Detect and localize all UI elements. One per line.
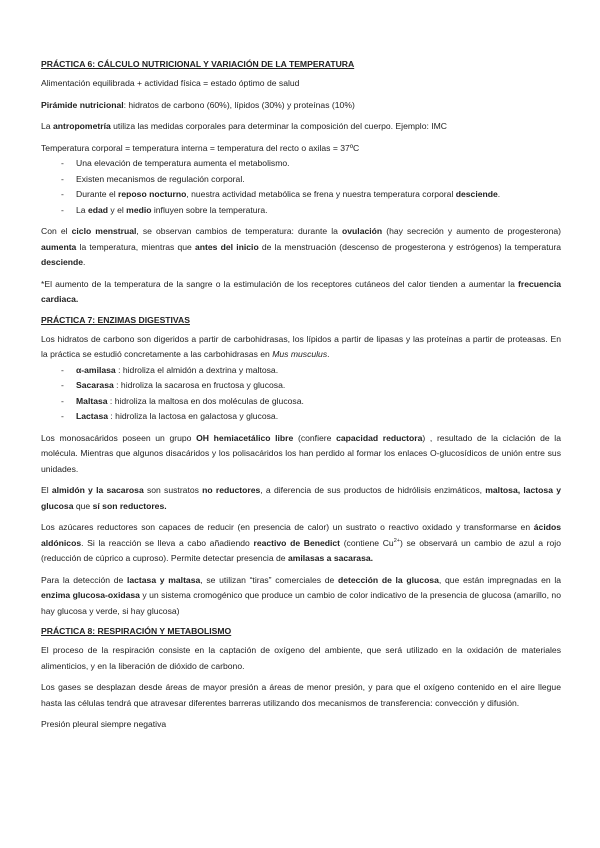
term-bold: reactivo de Benedict: [253, 537, 341, 548]
superscript-charge: 2+: [393, 537, 400, 544]
term-bold: capacidad reductora: [336, 432, 423, 443]
term-bold: almidón y la sacarosa: [51, 485, 144, 495]
text-span: que: [73, 500, 93, 511]
text-span: La: [76, 204, 88, 215]
text-span: : hidroliza la maltosa en dos moléculas de glucosa.: [107, 395, 304, 406]
paragraph-healthy-state: Alimentación equilibrada + actividad física = estado óptimo de salud: [41, 78, 300, 88]
text-span: La: [41, 121, 53, 131]
list-item: [41, 394, 561, 410]
paragraph-anthropometry: [41, 119, 561, 135]
term-antropometria: antropometría: [52, 121, 111, 131]
text-span: de la menstruación (descenso de progesterona y estrógenos) la temperatura: [258, 241, 562, 252]
list-item: [41, 203, 561, 219]
text-span: Durante el: [76, 189, 119, 199]
section-title-practica-8: PRÁCTICA 8: RESPIRACIÓN Y METABOLISMO: [41, 626, 232, 636]
text-span: .: [327, 349, 330, 359]
text-span: y un sistema cromogénico que produce un cambio de color indicativo de la presencia de glucosa (amarillo, no hay glucosa y verde, si hay glucosa): [41, 590, 561, 616]
term-bold: ácidos aldónicos: [41, 522, 561, 548]
paragraph-glucose-detection: [41, 573, 561, 620]
enzyme-bullet-list: [41, 363, 561, 425]
paragraph-heart-rate-note: [41, 277, 561, 308]
text-span: utiliza las medidas corporales para determinar la composición del cuerpo. Ejemplo: IMC: [110, 121, 447, 131]
text-span: y el: [108, 204, 127, 215]
term-bold: frecuencia cardiaca.: [41, 278, 561, 304]
list-item: [41, 363, 561, 379]
text-span: ) se observará un cambio de azul a rojo (reducción de cúprico a cuproso). Permite detectar presencia de: [41, 537, 561, 563]
term-bold: no reductores: [202, 485, 261, 495]
section-title-practica-6: PRÁCTICA 6: CÁLCULO NUTRICIONAL Y VARIACIÓN DE LA TEMPERATURA: [41, 59, 355, 69]
section-title-practica-7: PRÁCTICA 7: ENZIMAS DIGESTIVAS: [41, 314, 190, 325]
term-bold: aumenta: [41, 241, 77, 252]
text-span: Los azúcares reductores son capaces de reducir (en presencia de calor) un sustrato o reactivo oxidado y transformarse en: [41, 522, 534, 532]
document-content: [41, 58, 561, 739]
text-span: Los monosacáridos poseen un grupo: [41, 432, 197, 443]
paragraph-pleural-pressure: Presión pleural siempre negativa: [41, 719, 167, 729]
list-item: - Existen mecanismos de regulación corporal.: [41, 172, 561, 188]
text-span: ) , resultado de la ciclación de la molécula. Mientras que algunos disacáridos y los polisacáridos los han perdido al formar los enlaces O-glucosídicos de unión entre sus unidades.: [41, 432, 561, 474]
temperature-bullet-list: [41, 156, 561, 218]
text-span: , se observan cambios de temperatura: durante la: [136, 226, 343, 236]
list-item: [41, 378, 561, 394]
text-span: (confiere: [293, 432, 337, 443]
term-bold: desciende: [455, 189, 498, 199]
text-span: : hidratos de carbono (60%), lípidos (30%) y proteínas (10%): [123, 99, 355, 110]
term-bold: enzima glucosa-oxidasa: [41, 590, 140, 600]
list-item: [41, 409, 561, 425]
paragraph-reducing-sugars: [41, 520, 561, 567]
term-bold: OH hemiacetálico libre: [196, 432, 294, 443]
term-bold: medio: [126, 204, 152, 215]
text-span: Para la detección de: [41, 574, 127, 585]
text-span: *El aumento de la temperatura de la sangre o la estimulación de los receptores cutáneos del calor tienden a aumentar la: [41, 278, 518, 289]
text-span: : hidroliza la lactosa en galactosa y glucosa.: [108, 411, 279, 421]
term-bold: antes del inicio: [195, 241, 259, 252]
text-span: (contiene Cu: [340, 537, 394, 548]
list-item: [41, 187, 561, 203]
term-bold: ciclo menstrual: [71, 226, 137, 236]
term-bold: sí son reductores.: [92, 500, 167, 511]
text-span: , que están impregnadas en la: [438, 574, 562, 585]
term-bold: Sacarasa: [76, 380, 114, 390]
text-span: : hidroliza el almidón a dextrina y maltosa.: [115, 364, 279, 375]
term-bold: lactasa y maltasa: [126, 574, 201, 585]
term-bold: amilasas a sacarasa.: [287, 553, 374, 563]
text-span: la temperatura, mientras que: [76, 241, 195, 252]
term-bold: ovulación: [342, 226, 383, 236]
term-bold: edad: [87, 204, 109, 215]
paragraph-body-temperature: Temperatura corporal = temperatura interna = temperatura del recto o axilas = 37ºC: [41, 142, 360, 153]
paragraph-carbohydrates-intro: [41, 332, 561, 363]
term-bold: detección de la glucosa: [338, 574, 439, 585]
text-span: .: [497, 189, 501, 199]
text-span: (hay secreción y aumento de progesterona): [382, 226, 561, 236]
paragraph-nutrition-pyramid: [41, 98, 561, 114]
text-span: influyen sobre la temperatura.: [151, 204, 268, 215]
term-bold: α-amilasa: [76, 364, 116, 375]
text-span: , a diferencia de sus productos de hidrólisis enzimáticos,: [260, 485, 486, 495]
text-span: , se utilizan “tiras” comerciales de: [200, 574, 339, 585]
text-span: son sustratos: [143, 485, 203, 495]
text-span: Con el: [41, 226, 72, 236]
text-span: .: [83, 257, 86, 267]
term-bold: maltosa, lactosa y glucosa: [41, 485, 561, 511]
text-span: , nuestra actividad metabólica se frena y nuestra temperatura corporal: [186, 189, 456, 199]
term-bold: Maltasa: [76, 395, 108, 406]
paragraph-monosaccharides: [41, 431, 561, 478]
text-span: El: [41, 485, 52, 495]
term-bold: desciende: [41, 257, 84, 267]
paragraph-gas-transfer: Los gases se desplazan desde áreas de mayor presión a áreas de menor presión, y para que el oxígeno contenido en el aire llegue hasta las células tendrá que atravesar diferentes barreras utilizando dos mecanismos de transferencia: convección y difusión.: [41, 682, 561, 708]
term-bold: reposo nocturno: [118, 189, 187, 199]
term-italic: Mus musculus: [272, 349, 328, 359]
list-item: - Una elevación de temperatura aumenta el metabolismo.: [41, 156, 561, 172]
paragraph-respiration: El proceso de la respiración consiste en la captación de oxígeno del ambiente, que será utilizado en la oxidación de materiales alimenticios, y en la liberación de dióxido de carbono.: [41, 645, 561, 671]
text-span: . Si la reacción se lleva a cabo añadiendo: [81, 537, 254, 548]
text-span: Los hidratos de carbono son digeridos a partir de carbohidrasas, los lípidos a partir de lipasas y las proteínas a partir de proteasas. En la práctica se estudió concretamente a las carbohidrasas en: [41, 333, 561, 359]
paragraph-menstrual-cycle: [41, 224, 561, 271]
term-bold: Lactasa: [76, 411, 109, 421]
paragraph-non-reducing: [41, 483, 561, 514]
text-span: : hidroliza la sacarosa en fructosa y glucosa.: [113, 380, 286, 390]
term-piramide: Pirámide nutricional: [41, 99, 124, 110]
